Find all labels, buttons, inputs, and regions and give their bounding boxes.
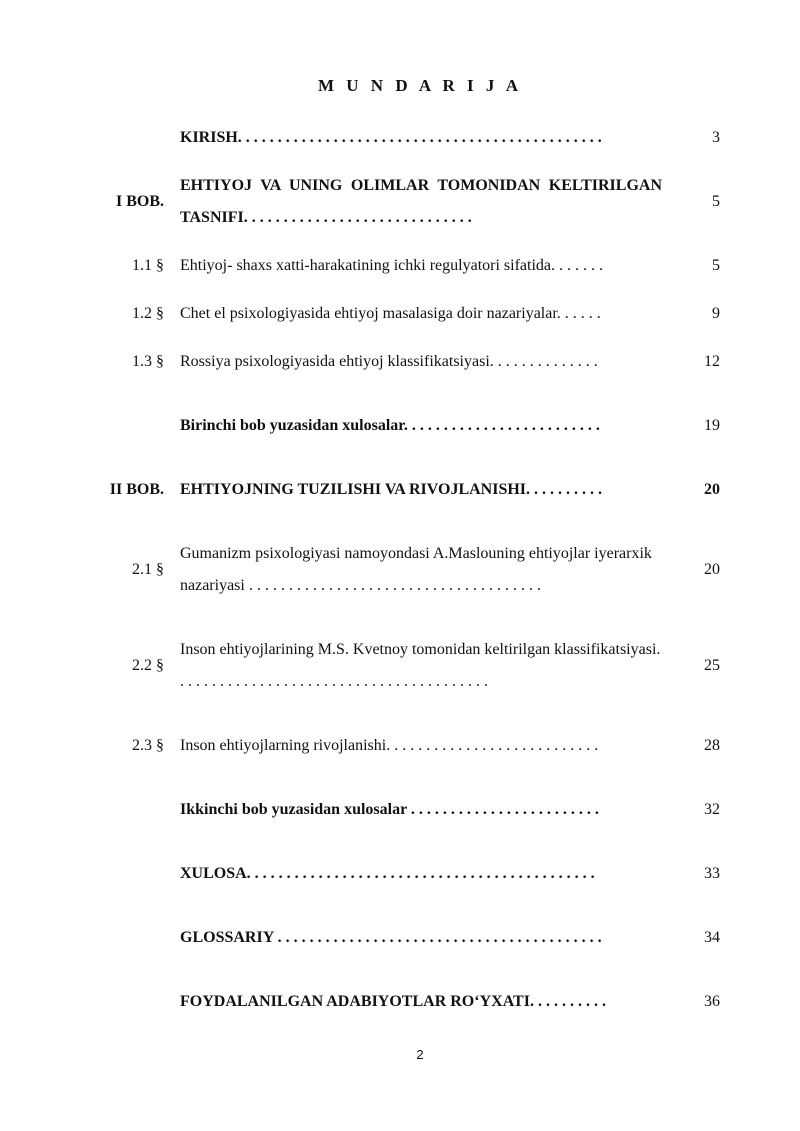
toc-row — [108, 394, 720, 458]
toc-entry: Ikkinchi bob yuzasidan xulosalar . . . . . . . . . . . . . . . . . . . . . . . . — [180, 801, 599, 818]
toc-page: 32 — [704, 801, 720, 818]
toc-number — [108, 394, 174, 458]
toc-number — [108, 842, 174, 906]
toc-page: 5 — [712, 193, 720, 210]
toc-row — [108, 330, 720, 394]
toc-row — [108, 298, 720, 330]
toc-number: I BOB. — [115, 193, 164, 210]
toc-row — [108, 234, 720, 298]
toc-page: 5 — [712, 257, 720, 274]
toc-entry: FOYDALANILGAN ADABIYOTLAR RO‘YXATI. . . . . . . . . . — [180, 993, 606, 1010]
toc-page: 9 — [712, 305, 720, 322]
toc-number: 1.3 § — [132, 353, 164, 370]
toc-entry: EHTIYOJ VA UNING OLIMLAR TOMONIDAN KELTIRILGAN TASNIFI. . . . . . . . . . . . . . . . . . . . . . . . . . . . . — [180, 177, 662, 226]
toc-row — [108, 714, 720, 778]
toc-entry: Rossiya psixologiyasida ehtiyoj klassifikatsiyasi. . . . . . . . . . . . . . — [180, 353, 598, 370]
toc-entry: Inson ehtiyojlarining M.S. Kvetnoy tomonidan keltirilgan klassifikatsiyasi. . . . . . . . . . . . . . . . . . . . . . . . . . . . . . . . . . . . . . . . — [180, 641, 661, 690]
toc-entry: EHTIYOJNING TUZILISHI VA RIVOJLANISHI. . . . . . . . . . — [180, 481, 603, 498]
toc-number: 2.2 § — [132, 657, 164, 674]
toc-page: 28 — [704, 737, 720, 754]
toc-page: 19 — [704, 417, 720, 434]
toc-entry: Birinchi bob yuzasidan xulosalar. . . . . . . . . . . . . . . . . . . . . . . . . — [180, 417, 600, 434]
toc-page: 36 — [704, 993, 720, 1010]
table-of-contents — [108, 106, 720, 1034]
toc-entry: KIRISH. . . . . . . . . . . . . . . . . . . . . . . . . . . . . . . . . . . . . . . . . . . . . . — [180, 129, 602, 146]
toc-number: 2.1 § — [132, 561, 164, 578]
toc-page: 20 — [704, 561, 720, 578]
toc-page: 25 — [704, 657, 720, 674]
toc-entry: Chet el psixologiyasida ehtiyoj masalasiga doir nazariyalar. . . . . . — [180, 305, 601, 322]
toc-number: II BOB. — [109, 481, 164, 498]
toc-number: 1.1 § — [132, 257, 164, 274]
toc-row — [108, 106, 720, 170]
toc-row — [108, 906, 720, 970]
toc-row — [108, 522, 720, 618]
toc-entry: Inson ehtiyojlarning rivojlanishi. . . . . . . . . . . . . . . . . . . . . . . . . . . — [180, 737, 599, 754]
toc-number — [108, 970, 174, 1034]
toc-number — [108, 106, 174, 170]
document-title: M U N D A R I J A — [317, 76, 522, 95]
toc-page: 12 — [704, 353, 720, 370]
toc-page: 33 — [704, 865, 720, 882]
toc-row — [108, 618, 720, 714]
toc-number: 1.2 § — [132, 305, 164, 322]
toc-number — [108, 778, 174, 842]
toc-number: 2.3 § — [132, 737, 164, 754]
toc-entry: Gumanizm psixologiyasi namoyondasi A.Maslouning ehtiyojlar iyerarxik nazariyasi . . . . . . . . . . . . . . . . . . . . . . . . . . . . . . . . . . . . . — [180, 545, 652, 594]
toc-entry: XULOSA. . . . . . . . . . . . . . . . . . . . . . . . . . . . . . . . . . . . . . . . . . . . — [180, 865, 595, 882]
toc-entry: GLOSSARIY . . . . . . . . . . . . . . . . . . . . . . . . . . . . . . . . . . . . . . . . . — [180, 929, 602, 946]
toc-row — [108, 458, 720, 522]
toc-page: 20 — [704, 481, 720, 498]
toc-row — [108, 970, 720, 1034]
toc-page: 3 — [712, 129, 720, 146]
toc-row — [108, 778, 720, 842]
toc-row — [108, 170, 720, 234]
toc-row — [108, 842, 720, 906]
toc-entry: Ehtiyoj- shaxs xatti-harakatining ichki regulyatori sifatida. . . . . . . — [180, 257, 604, 274]
toc-page: 34 — [704, 929, 720, 946]
page-number: 2 — [416, 1047, 424, 1062]
toc-number — [108, 906, 174, 970]
